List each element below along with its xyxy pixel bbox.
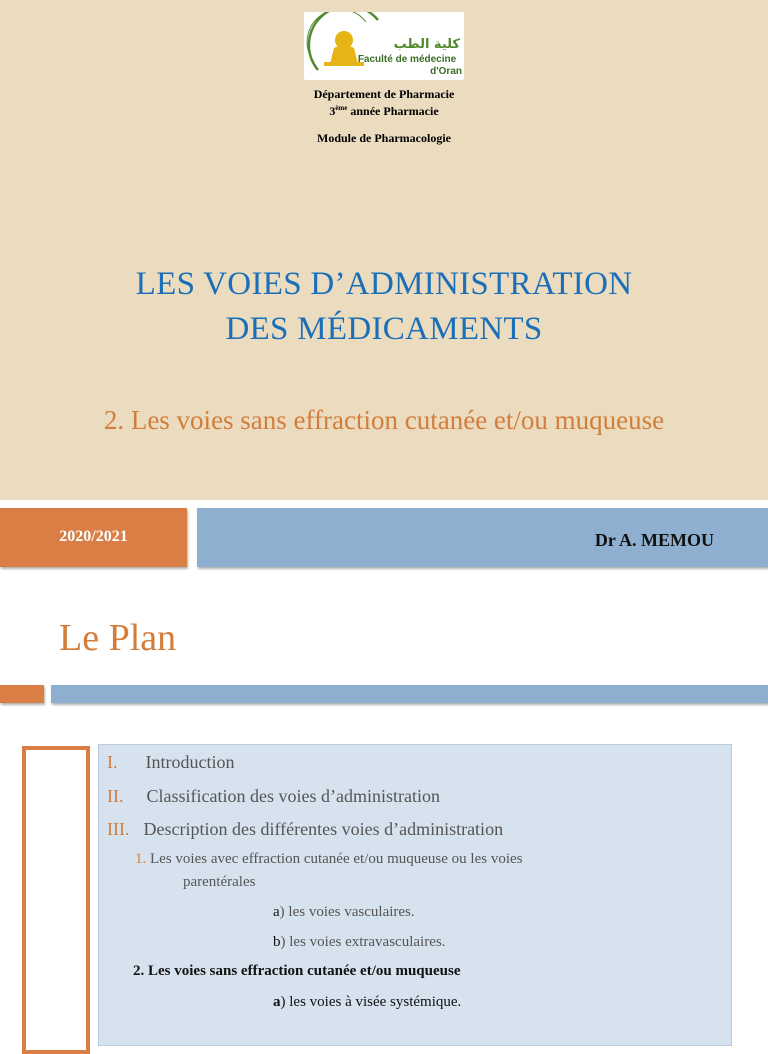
slide-title-line2: DES MÉDICAMENTS: [225, 311, 543, 347]
plan-item-2: [107, 786, 440, 807]
plan-sub-1-line2: parentérales: [183, 874, 256, 890]
plan-sub-1b-text: ) les voies extravasculaires.: [280, 934, 446, 950]
title-slide: [0, 0, 768, 500]
year-superscript: ème: [335, 104, 348, 112]
plan-sub-1a: [273, 904, 415, 921]
plan-sub-2a-text: ) les voies à visée systémique.: [280, 994, 462, 1010]
plan-sub-2a: [273, 994, 461, 1011]
plan-sub-1a-letter: a: [273, 904, 280, 920]
plan-sub-1-line1: [135, 851, 523, 868]
plan-item-3-number: III.: [107, 819, 130, 839]
logo-faculty-name: Faculté de médecine: [357, 54, 457, 65]
plan-item-2-text: Classification des voies d’administration: [146, 786, 440, 806]
slide-title: [0, 262, 768, 352]
year-number: 3: [329, 104, 336, 118]
plan-item-3: [107, 819, 503, 840]
author-banner: [197, 508, 768, 567]
logo-arabic-text: كلية الطب: [393, 37, 460, 52]
year-banner: [0, 508, 187, 567]
year-text: année Pharmacie: [347, 104, 439, 118]
plan-item-1-text: Introduction: [145, 752, 235, 772]
plan-item-3-text: Description des différentes voies d’administration: [143, 819, 504, 839]
academic-year: 2020/2021: [59, 528, 128, 545]
plan-item-2-number: II.: [107, 786, 124, 806]
plan-outline: [98, 744, 732, 1046]
logo-city-name: d'Oran: [430, 66, 462, 77]
plan-sub-1a-text: ) les voies vasculaires.: [279, 904, 415, 920]
department-label: Département de Pharmacie: [313, 87, 455, 101]
plan-sub-1b-letter: b: [273, 934, 281, 950]
plan-item-1-number: I.: [107, 752, 118, 772]
year-label: [0, 104, 768, 118]
divider-blue: [51, 685, 768, 703]
plan-sub-2a-letter: a: [273, 994, 281, 1010]
decorative-frame: [22, 746, 90, 1054]
plan-sub-1-text: Les voies avec effraction cutanée et/ou muqueuse ou les voies: [150, 851, 523, 867]
divider-orange: [0, 685, 44, 703]
plan-title: Le Plan: [59, 617, 177, 659]
plan-sub-1b: [273, 934, 445, 951]
plan-sub-1-number: 1.: [135, 851, 147, 867]
slide-subtitle: 2. Les voies sans effraction cutanée et/ou muqueuse: [103, 405, 665, 435]
faculty-logo: [304, 12, 464, 80]
slide-title-line1: LES VOIES D’ADMINISTRATION: [135, 266, 633, 302]
module-label: Module de Pharmacologie: [317, 131, 451, 145]
author-name: Dr A. MEMOU: [594, 530, 714, 550]
plan-item-1: [107, 752, 234, 773]
plan-sub-2: 2. Les voies sans effraction cutanée et/ou muqueuse: [133, 963, 461, 979]
